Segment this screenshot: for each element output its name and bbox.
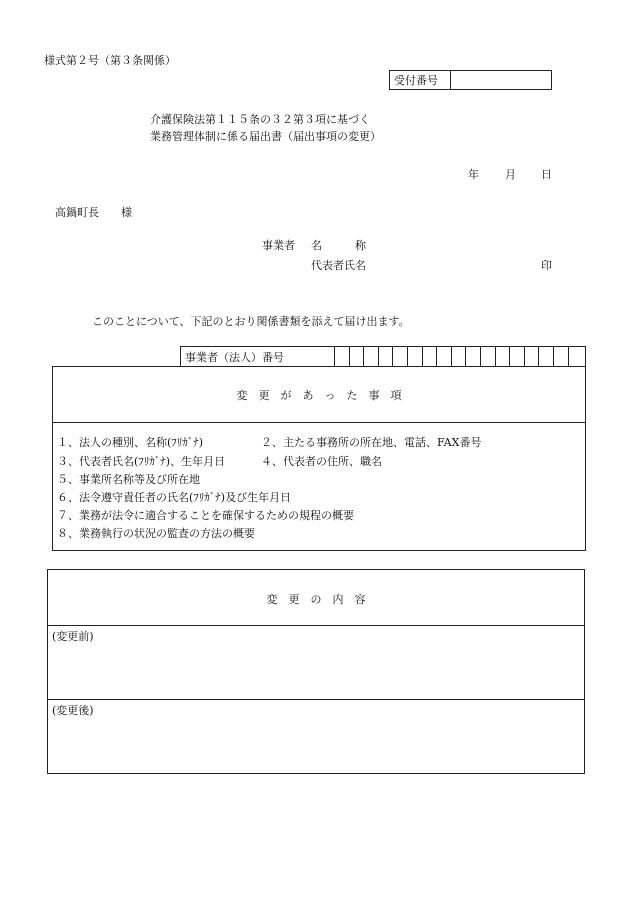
representative-name-label: 代表者氏名 (311, 259, 366, 272)
corp-number-cell-divider (495, 347, 496, 366)
corp-number-cell-divider (538, 347, 539, 366)
changed-items-table (52, 366, 586, 551)
change-after-field[interactable] (48, 700, 584, 773)
corp-number-cell-divider (392, 347, 393, 366)
receipt-number-label: 受付番号 (394, 74, 438, 87)
changed-item-2: ２、主たる事務所の所在地、電話、FAX番号 (261, 436, 482, 449)
corp-number-cell-divider (349, 347, 350, 366)
corp-number-cell-divider (334, 347, 335, 366)
date-day-label: 日 (541, 168, 552, 181)
seal-mark: 印 (541, 259, 552, 272)
corp-number-cell-divider (378, 347, 379, 366)
changed-item-7: ７、業務が法令に適合することを確保するための規程の概要 (57, 509, 354, 522)
applicant-label: 事業者 (262, 239, 295, 252)
corp-number-cell-divider (436, 347, 437, 366)
title-line-2: 業務管理体制に係る届出書（届出事項の変更） (150, 130, 381, 143)
changed-item-8: ８、業務執行の状況の監査の方法の概要 (57, 527, 255, 540)
addressee: 高鍋町長 様 (55, 206, 132, 219)
corp-number-cell-divider (553, 347, 554, 366)
corp-number-cell-divider (509, 347, 510, 366)
change-content-heading: 変 更 の 内 容 (266, 593, 366, 606)
corp-number-cell-divider (568, 347, 569, 366)
corp-number-cell-divider (363, 347, 364, 366)
date-year-label: 年 (468, 168, 479, 181)
corp-number-label: 事業者（法人）番号 (185, 351, 284, 364)
corp-number-cell-divider (524, 347, 525, 366)
applicant-name-label: 名 称 (311, 239, 366, 252)
changed-item-4: ４、代表者の住所、職名 (261, 455, 382, 468)
title-line-1: 介護保険法第１１５条の３２第３項に基づく (150, 113, 370, 126)
form-number: 様式第２号（第３条関係） (44, 54, 176, 67)
corp-number-cell-divider (465, 347, 466, 366)
changed-items-heading: 変 更 が あ っ た 事 項 (236, 389, 402, 402)
changed-item-3: ３、代表者氏名(ﾌﾘｶﾞﾅ)、生年月日 (57, 455, 226, 468)
change-after-label: (変更後) (52, 704, 94, 717)
date-month-label: 月 (505, 168, 516, 181)
changed-item-1: １、法人の種別、名称(ﾌﾘｶﾞﾅ) (57, 436, 204, 449)
corp-number-cell-divider (407, 347, 408, 366)
statement-text: このことについて、下記のとおり関係書類を添えて届け出ます。 (92, 315, 410, 328)
changed-item-5: ５、事業所名称等及び所在地 (57, 473, 200, 486)
change-before-field[interactable] (48, 626, 584, 698)
corp-number-cell-divider (451, 347, 452, 366)
corp-number-row (180, 346, 586, 367)
changed-item-6: ６、法令遵守責任者の氏名(ﾌﾘｶﾞﾅ)及び生年月日 (57, 491, 292, 504)
change-content-table (47, 569, 585, 774)
receipt-number-box (389, 70, 552, 90)
change-before-label: (変更前) (52, 630, 94, 643)
corp-number-cell-divider (422, 347, 423, 366)
corp-number-cell-divider (480, 347, 481, 366)
